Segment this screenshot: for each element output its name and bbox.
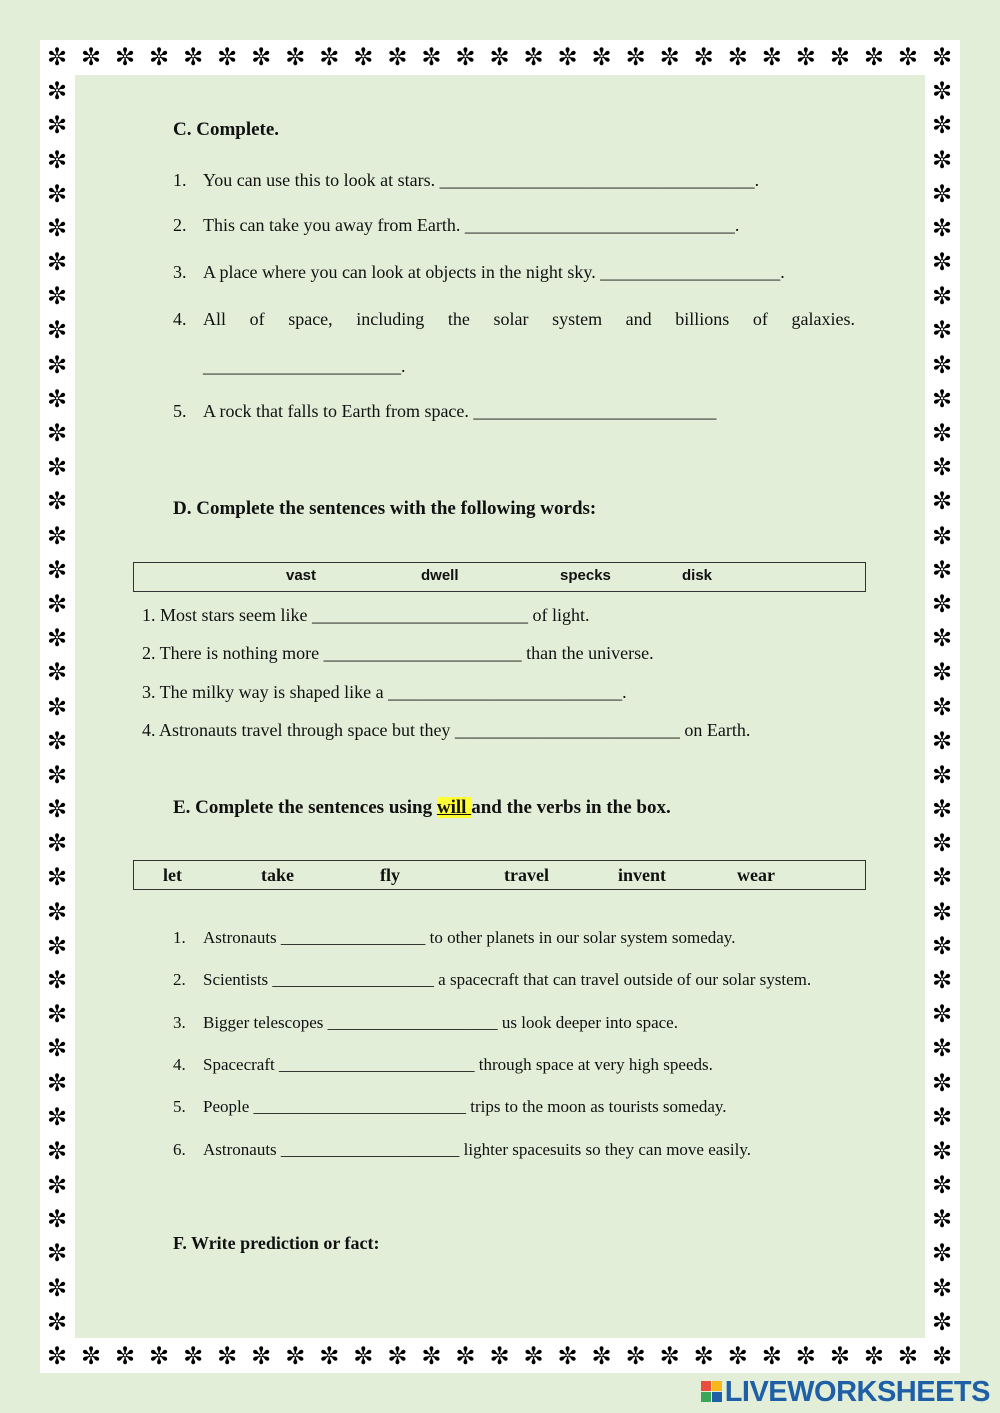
item-word: system	[552, 309, 603, 329]
item-word: All	[203, 309, 227, 329]
border-star-icon: ✼	[761, 43, 782, 71]
border-star-icon: ✼	[727, 43, 748, 71]
item-number: 3.	[173, 262, 187, 282]
item-word: galaxies.	[791, 309, 855, 329]
item-number: 2.	[173, 215, 187, 235]
border-star-icon: ✼	[46, 248, 68, 277]
item-text: Spacecraft _______________________ through space at very high speeds.	[203, 1055, 713, 1074]
logo-square	[712, 1381, 722, 1391]
item-number: 4.	[173, 309, 187, 329]
border-star-icon: ✼	[46, 692, 68, 721]
heading-text: and the verbs in the box.	[471, 797, 671, 818]
border-star-icon: ✼	[523, 43, 544, 71]
liveworksheets-logo[interactable]	[701, 1376, 990, 1408]
border-star-icon: ✼	[931, 1307, 953, 1336]
section-d-heading: D. Complete the sentences with the following words:	[173, 498, 597, 519]
border-star-icon: ✼	[931, 350, 953, 379]
border-star-icon: ✼	[46, 555, 68, 584]
item-text: Bigger telescopes ____________________ us look deeper into space.	[203, 1013, 678, 1032]
border-star-icon: ✼	[46, 1239, 68, 1268]
border-star-icon: ✼	[251, 43, 272, 71]
item-number: 1.	[173, 928, 186, 947]
item-number: 2.	[173, 970, 186, 989]
item-word: billions	[675, 309, 730, 329]
border-star-icon: ✼	[46, 1307, 68, 1336]
border-star-icon: ✼	[523, 1342, 544, 1370]
section-c-item-4	[173, 309, 855, 330]
section-d-item-3: 3. The milky way is shaped like a __________________________.	[142, 682, 627, 702]
section-c-heading: C. Complete.	[173, 119, 280, 140]
item-word: the	[447, 309, 470, 329]
section-e-item-4	[173, 1055, 713, 1075]
border-star-icon: ✼	[625, 43, 646, 71]
border-star-icon: ✼	[80, 43, 102, 71]
item-text: Astronauts _____________________ lighter spacesuits so they can move easily.	[203, 1140, 752, 1159]
item-word: of	[752, 309, 768, 329]
border-star-icon: ✼	[931, 1034, 953, 1063]
item-text: Scientists ___________________ a spacecraft that can travel outside of our solar system.	[203, 970, 812, 989]
verb-fly: fly	[380, 865, 400, 885]
border-star-icon: ✼	[931, 487, 953, 516]
logo-text: LIVEWORKSHEETS	[724, 1375, 990, 1408]
border-star-icon: ✼	[557, 1342, 578, 1370]
heading-text: E. Complete the sentences using	[173, 797, 437, 818]
verb-let: let	[163, 865, 182, 885]
border-star-icon: ✼	[931, 282, 953, 311]
border-star-icon: ✼	[149, 43, 170, 71]
border-star-icon: ✼	[319, 1342, 340, 1370]
verb-box-e	[133, 860, 866, 890]
item-word: and	[625, 309, 652, 329]
border-star-icon: ✼	[931, 829, 953, 858]
border-star-icon: ✼	[829, 1342, 850, 1370]
border-star-icon: ✼	[931, 43, 953, 71]
border-star-icon: ✼	[931, 931, 953, 960]
word-disk: disk	[682, 567, 713, 584]
border-star-icon: ✼	[931, 589, 953, 618]
section-c-item-3	[173, 262, 785, 283]
border-star-icon: ✼	[217, 1342, 238, 1370]
section-c-item-4-continued: ______________________.	[203, 356, 406, 376]
item-text: This can take you away from Earth. ______________________________.	[203, 215, 740, 235]
border-star-icon: ✼	[931, 863, 953, 892]
border-star-icon: ✼	[46, 43, 68, 71]
border-star-icon: ✼	[46, 589, 68, 618]
item-number: 1.	[173, 170, 187, 190]
section-c-item-2	[173, 215, 739, 236]
section-e-item-1	[173, 928, 735, 948]
border-star-icon: ✼	[46, 213, 68, 242]
border-star-icon: ✼	[489, 1342, 510, 1370]
section-d-item-2: 2. There is nothing more ______________________ than the universe.	[142, 643, 654, 663]
border-star-icon: ✼	[931, 555, 953, 584]
border-star-icon: ✼	[795, 43, 816, 71]
border-star-icon: ✼	[183, 43, 204, 71]
border-star-icon: ✼	[46, 897, 68, 926]
item-text: A place where you can look at objects in the night sky. ____________________.	[203, 262, 785, 282]
border-star-icon: ✼	[931, 1068, 953, 1097]
border-star-icon: ✼	[931, 1000, 953, 1029]
item-number: 6.	[173, 1140, 186, 1159]
border-star-icon: ✼	[46, 658, 68, 687]
border-star-icon: ✼	[829, 43, 850, 71]
section-c-item-5	[173, 401, 716, 422]
border-star-icon: ✼	[46, 521, 68, 550]
border-star-icon: ✼	[46, 77, 68, 106]
border-star-icon: ✼	[46, 1000, 68, 1029]
item-text: You can use this to look at stars. ___________________________________.	[203, 170, 760, 190]
border-star-icon: ✼	[46, 1136, 68, 1165]
border-star-icon: ✼	[46, 282, 68, 311]
border-star-icon: ✼	[557, 43, 578, 71]
word-dwell: dwell	[421, 567, 459, 584]
border-star-icon: ✼	[931, 1205, 953, 1234]
word-vast: vast	[286, 567, 317, 584]
border-star-icon: ✼	[115, 43, 136, 71]
border-star-icon: ✼	[46, 760, 68, 789]
border-star-icon: ✼	[489, 43, 510, 71]
item-text: People _________________________ trips to the moon as tourists someday.	[203, 1097, 727, 1116]
border-star-icon: ✼	[455, 43, 476, 71]
border-star-icon: ✼	[46, 829, 68, 858]
border-star-icon: ✼	[931, 179, 953, 208]
verb-wear: wear	[737, 865, 775, 885]
border-star-icon: ✼	[931, 760, 953, 789]
border-star-icon: ✼	[46, 965, 68, 994]
border-star-icon: ✼	[285, 43, 306, 71]
border-star-icon: ✼	[46, 1342, 68, 1370]
border-star-icon: ✼	[931, 658, 953, 687]
border-star-icon: ✼	[931, 384, 953, 413]
border-star-icon: ✼	[46, 453, 68, 482]
border-star-icon: ✼	[693, 1342, 714, 1370]
border-star-icon: ✼	[353, 1342, 374, 1370]
border-star-icon: ✼	[46, 145, 68, 174]
border-star-icon: ✼	[931, 248, 953, 277]
border-star-icon: ✼	[319, 43, 340, 71]
border-star-icon: ✼	[46, 316, 68, 345]
border-star-icon: ✼	[659, 1342, 680, 1370]
border-star-icon: ✼	[863, 1342, 884, 1370]
border-star-icon: ✼	[931, 692, 953, 721]
border-star-icon: ✼	[931, 77, 953, 106]
item-number: 3.	[173, 1013, 186, 1032]
border-star-icon: ✼	[795, 1342, 816, 1370]
border-star-icon: ✼	[46, 419, 68, 448]
border-star-icon: ✼	[46, 111, 68, 140]
border-star-icon: ✼	[46, 863, 68, 892]
item-word: including	[356, 309, 425, 329]
border-star-icon: ✼	[931, 521, 953, 550]
border-star-icon: ✼	[46, 487, 68, 516]
item-word: solar	[493, 309, 529, 329]
logo-square	[712, 1392, 722, 1402]
border-star-icon: ✼	[46, 624, 68, 653]
section-d-item-1: 1. Most stars seem like ________________________ of light.	[142, 605, 590, 625]
border-star-icon: ✼	[46, 1273, 68, 1302]
item-text: Astronauts _________________ to other planets in our solar system someday.	[203, 928, 736, 947]
border-star-icon: ✼	[931, 624, 953, 653]
verb-invent: invent	[618, 865, 667, 885]
border-star-icon: ✼	[149, 1342, 170, 1370]
item-number: 4.	[173, 1055, 186, 1074]
border-star-icon: ✼	[931, 419, 953, 448]
section-c-item-1	[173, 170, 759, 191]
border-star-icon: ✼	[931, 453, 953, 482]
section-e-item-6	[173, 1140, 751, 1160]
logo-square	[701, 1392, 711, 1402]
section-e-item-2	[173, 970, 811, 990]
border-star-icon: ✼	[46, 726, 68, 755]
border-star-icon: ✼	[353, 43, 374, 71]
border-star-icon: ✼	[625, 1342, 646, 1370]
border-star-icon: ✼	[421, 1342, 442, 1370]
border-star-icon: ✼	[183, 1342, 204, 1370]
verb-take: take	[261, 865, 294, 885]
border-star-icon: ✼	[931, 965, 953, 994]
border-star-icon: ✼	[46, 1205, 68, 1234]
item-number: 5.	[173, 1097, 186, 1116]
border-star-icon: ✼	[46, 795, 68, 824]
border-star-icon: ✼	[897, 1342, 918, 1370]
border-star-icon: ✼	[931, 213, 953, 242]
border-star-icon: ✼	[591, 1342, 612, 1370]
border-star-icon: ✼	[46, 1171, 68, 1200]
verb-travel: travel	[504, 865, 549, 885]
section-f-heading: F. Write prediction or fact:	[173, 1233, 380, 1253]
border-star-icon: ✼	[931, 111, 953, 140]
item-word: space,	[288, 309, 333, 329]
border-star-icon: ✼	[931, 1136, 953, 1165]
border-star-icon: ✼	[591, 43, 612, 71]
border-star-icon: ✼	[46, 931, 68, 960]
border-star-icon: ✼	[931, 316, 953, 345]
border-star-icon: ✼	[46, 350, 68, 379]
border-star-icon: ✼	[931, 1102, 953, 1131]
border-star-icon: ✼	[897, 43, 918, 71]
border-star-icon: ✼	[421, 43, 442, 71]
border-star-icon: ✼	[693, 43, 714, 71]
border-star-icon: ✼	[455, 1342, 476, 1370]
border-star-icon: ✼	[931, 897, 953, 926]
item-word: of	[249, 309, 265, 329]
border-star-icon: ✼	[761, 1342, 782, 1370]
border-star-icon: ✼	[46, 179, 68, 208]
border-star-icon: ✼	[80, 1342, 102, 1370]
logo-mark-icon	[701, 1381, 723, 1403]
border-star-icon: ✼	[659, 43, 680, 71]
highlighted-will: will	[436, 797, 472, 818]
border-star-icon: ✼	[115, 1342, 136, 1370]
section-e-heading	[173, 797, 671, 819]
border-star-icon: ✼	[727, 1342, 748, 1370]
border-star-icon: ✼	[46, 1034, 68, 1063]
border-star-icon: ✼	[387, 1342, 408, 1370]
border-star-icon: ✼	[46, 384, 68, 413]
border-star-icon: ✼	[251, 1342, 272, 1370]
section-d-item-4: 4. Astronauts travel through space but they _________________________ on Earth.	[142, 720, 751, 740]
border-star-icon: ✼	[863, 43, 884, 71]
border-star-icon: ✼	[931, 1171, 953, 1200]
border-star-icon: ✼	[931, 795, 953, 824]
item-text-justified	[203, 309, 855, 330]
border-star-icon: ✼	[931, 726, 953, 755]
border-star-icon: ✼	[46, 1102, 68, 1131]
logo-square	[701, 1381, 711, 1391]
border-star-icon: ✼	[931, 1239, 953, 1268]
item-text: A rock that falls to Earth from space. ___________________________	[203, 401, 717, 421]
item-number: 5.	[173, 401, 187, 421]
border-star-icon: ✼	[931, 1342, 953, 1370]
border-star-icon: ✼	[387, 43, 408, 71]
border-star-icon: ✼	[931, 145, 953, 174]
section-e-item-3	[173, 1013, 678, 1033]
word-specks: specks	[560, 567, 611, 584]
section-e-item-5	[173, 1097, 727, 1117]
border-star-icon: ✼	[285, 1342, 306, 1370]
border-star-icon: ✼	[217, 43, 238, 71]
word-box-d	[133, 562, 866, 592]
border-star-icon: ✼	[46, 1068, 68, 1097]
border-star-icon: ✼	[931, 1273, 953, 1302]
